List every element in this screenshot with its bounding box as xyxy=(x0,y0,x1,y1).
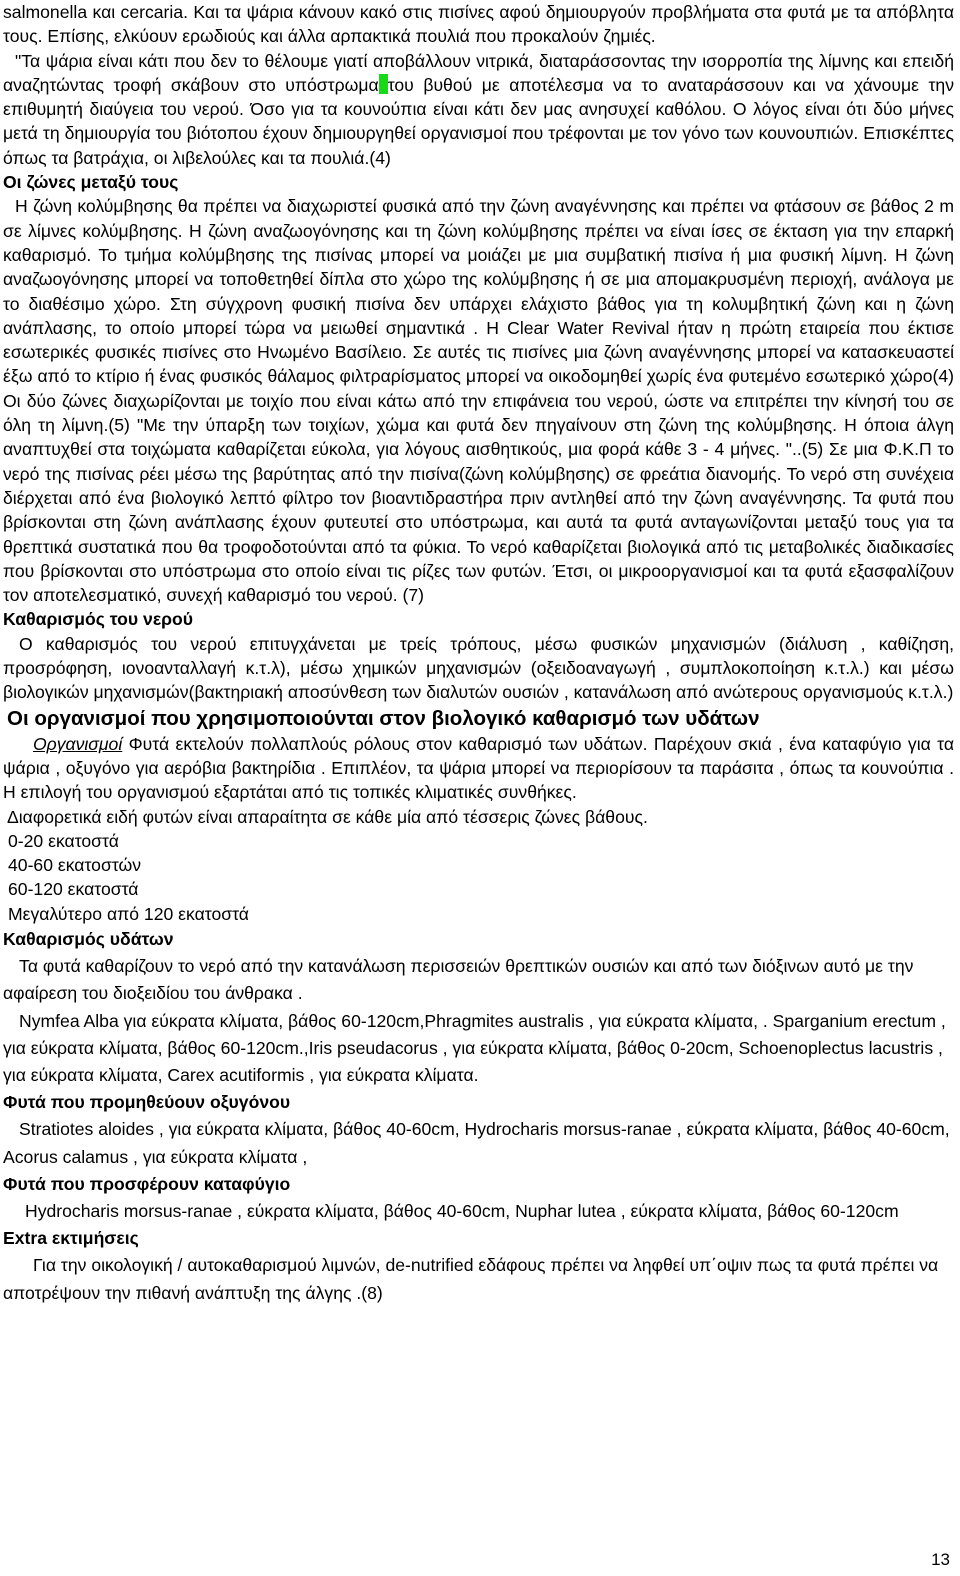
depth-zone-item: 0-20 εκατοστά xyxy=(8,830,119,851)
depth-zone-list xyxy=(8,829,954,926)
text-cursor-highlight xyxy=(379,74,388,94)
paragraph-fish-quote xyxy=(3,49,954,170)
heading-oxygen-plants: Φυτά που προμηθεύουν οξυγόνου xyxy=(3,1092,291,1113)
heading-extra: Extra εκτιμήσεις xyxy=(3,1228,139,1249)
heading-shelter-plants: Φυτά που προσφέρουν καταφύγιο xyxy=(3,1174,291,1195)
heading-zones: Οι ζώνες μεταξύ τους xyxy=(3,172,179,193)
depth-zone-item: 60-120 εκατοστά xyxy=(8,879,139,900)
document-page xyxy=(3,0,954,1307)
heading-organisms: Οι οργανισμοί που χρησιμοποιούνται στον βιολογικό καθαρισμό των υδάτων xyxy=(7,706,760,730)
paragraph-oxygen-plants: Stratiotes aloides , για εύκρατα κλίματα, βάθος 40-60cm, Hydrocharis morsus-ranae , εύκρατα κλίματα, βάθος 40-60cm, Acorus calamus , για εύκρατα κλίματα , xyxy=(3,1119,950,1167)
paragraph-extra: Για την οικολογική / αυτοκαθαρισμού λιμνών, de-nutrified εδάφους πρέπει να ληφθεί υπ΄οψιν πως τα φυτά πρέπει να αποτρέψουν την πιθανή ανάπτυξη της άλγης .(8) xyxy=(3,1255,939,1303)
organisms-text: Φυτά εκτελούν πολλαπλούς ρόλους στον καθαρισμό των υδάτων. Παρέχουν σκιά , ένα καταφύγιο για τα ψάρια , οξυγόνο για αερόβια βακτηρίδια . Επιπλέον, τα ψάρια μπορεί να περιορίσουν τα παράσιτα , όπως τα κουνούπια . Η επιλογή του οργανισμού εξαρτάται από τις τοπικές κλιματικές συνθήκες. xyxy=(3,733,954,803)
heading-water-cleaning: Καθαρισμός του νερού xyxy=(3,609,194,630)
paragraph-water-cleaning: Ο καθαρισμός του νερού επιτυγχάνεται με τρείς τρόπους, μέσω φυσικών μηχανισμών (διάλυση , καθίζηση, προσρόφηση, ιονοανταλλαγή κ.τ.λ), μέσω χημικών μηχανισμών (οξειδοαναγωγή , συμπλοκοποίηση κ.τ.λ.) και μέσω βιολογικών μηχανισμών(βακτηριακή αποσύνθεση των διαλυτών ουσιών , κατανάλωση από ανώτερους οργανισμούς κ.τ.λ.) xyxy=(3,633,954,703)
depth-zone-item: Μεγαλύτερο από 120 εκατοστά xyxy=(8,903,249,924)
depth-zone-item: 40-60 εκατοστών xyxy=(8,855,142,876)
paragraph-fish-problems: salmonella και cercaria. Και τα ψάρια κάνουν κακό στις πισίνες αφού δημιουργούν προβλήματα στα φυτά με τα απόβλητα τους. Επίσης, ελκύουν ερωδιούς και άλλα αρπακτικά πουλιά που προκαλούν ζημιές. xyxy=(3,2,954,47)
heading-water-purification: Καθαρισμός υδάτων xyxy=(3,928,174,949)
page-number: 13 xyxy=(931,1550,950,1569)
paragraph-organisms xyxy=(3,732,954,805)
paragraph-zones: Η ζώνη κολύμβησης θα πρέπει να διαχωριστεί φυσικά από την ζώνη αναγέννησης και πρέπει να φτάσουν σε βάθος 2 m σε λίμνες κολύμβησης. Η ζώνη αναζωογόνησης και τη ζώνη κολύμβησης πρέπει να είναι ίσες σε έκταση για την επαρκή καθαρισμό. Το τμήμα κολύμβησης της πισίνας μπορεί να μοιάζει με μια συμβατική πισίνα ή μια φυσική λίμνη. Η ζώνη αναζωογόνησης μπορεί να τοποθετηθεί δίπλα στο χώρο της κολύμβησης ή σε μια απομακρυσμένη περιοχή, ανάλογα με το διαθέσιμο χώρο. Στη σύγχρονη φυσική πισίνα δεν υπάρχει ελάχιστο βάθος για τη κολυμβητική ζώνη και η ζώνη ανάπλασης, το οποίο μπορεί τώρα να μειωθεί σημαντικά . Η Clear Water Revival ήταν η πρώτη εταιρεία που έκτισε εσωτερικές φυσικές πισίνες στο Ηνωμένο Βασίλειο. Σε αυτές τις πισίνες μια ζώνη αναγέννησης μπορεί να κατασκευαστεί έξω από το κτίριο ή ένας φυσικός θάλαμος φιλτραρίσματος μπορεί να οικοδομηθεί χωρίς ένα φυτεμένο εσωτερικό χώρο(4) Οι δύο ζώνες διαχωρίζονται με τοιχίο που είναι κάτω από την επιφάνεια του νερού, ώστε να επιτρέπει την κίνησή του σε όλη τη λίμνη.(5) "Με την ύπαρξη των τοιχίων, χώμα και φυτά δεν πηγαίνουν στη ζώνη της κολύμβησης. Η όποια άλγη αναπτυχθεί στα τοιχώματα καθαρίζεται εύκολα, για λόγους αισθητικούς, μια φορά κάθε 3 - 4 μήνες. "..(5) Σε μια Φ.Κ.Π το νερό της πισίνας ρέει μέσω της βαρύτητας από την πισίνα(ζώνη κολύμβησης) σε φρεάτια διανομής. Το νερό στη συνέχεια διέρχεται από ένα βιολογικό λεπτό φίλτρο τον βιοαντιδραστήρα πριν αντληθεί από την ζώνη αναγέννησης. Τα φυτά που βρίσκονται στη ζώνη ανάπλασης έχουν φυτευτεί στο υπόστρωμα, και αυτά τα φυτά ανταγωνίζονται μεταξύ τους για τα θρεπτικά συστατικά που θα τροφοδοτούνται από τα φύκια. Το νερό καθαρίζεται βιολογικά από τις μεταβολικές διαδικασίες που βρίσκονται στο υπόστρωμα στο οποίο είναι τις ρίζες των φυτών. Έτσι, οι μικροοργανισμοί και τα φυτά εξασφαλίζουν τον αποτελεσματικό, συνεχή καθαρισμό του νερού. (7) xyxy=(3,196,954,606)
paragraph-fish-quote-start: "Τα ψάρια είναι κάτι που δεν το θέλουμε γιατί αποβάλλουν νιτρικά, διαταράσσοντας την ισορροπία της λίμνης και επειδή αναζητώντας τροφή σκάβουν στο υπόστρωμα xyxy=(3,50,954,95)
paragraph-purification: Τα φυτά καθαρίζουν το νερό από την κατανάλωση περισσειών θρεπτικών ουσιών και από των διόξινων αυτό με την αφαίρεση του διοξειδίου του άνθρακα . xyxy=(3,955,914,1004)
paragraph-shelter-plants: Hydrocharis morsus-ranae , εύκρατα κλίματα, βάθος 40-60cm, Nuphar lutea , εύκρατα κλίματα, βάθος 60-120cm xyxy=(25,1201,899,1222)
paragraph-depth-zones: Διαφορετικά ειδή φυτών είναι απαραίτητα σε κάθε μία από τέσσερις ζώνες βάθους. xyxy=(7,806,648,827)
paragraph-fish-quote-end: του βυθού με αποτέλεσμα να το αναταράσσουν και να χάνουμε την επιθυμητή διαύγεια του νερού. Όσο για τα κουνούπια είναι κάτι δεν μας ανησυχεί καθόλου. Ο λόγος είναι ότι δύο μήνες μετά τη δημιουργία του βιότοπου έχουν δημιουργηθεί οργανισμοί που τρέφονται με τον γόνο των κουνουπιών. Επισκέπτες όπως τα βατράχια, οι λιβελούλες και τα πουλιά.(4) xyxy=(3,74,955,168)
organisms-lead: Οργανισμοί xyxy=(33,733,123,754)
paragraph-plant-species: Nymfea Alba για εύκρατα κλίματα, βάθος 60-120cm,Phragmites australis , για εύκρατα κλίματα, . Sparganium erectum , για εύκρατα κλίματα, βάθος 60-120cm.,Iris pseudacorus , για εύκρατα κλίματα, βάθος 0-20cm, Schoenoplectus lacustris , για εύκρατα κλίματα, Carex acutiformis , για εύκρατα κλίματα. xyxy=(3,1010,946,1086)
